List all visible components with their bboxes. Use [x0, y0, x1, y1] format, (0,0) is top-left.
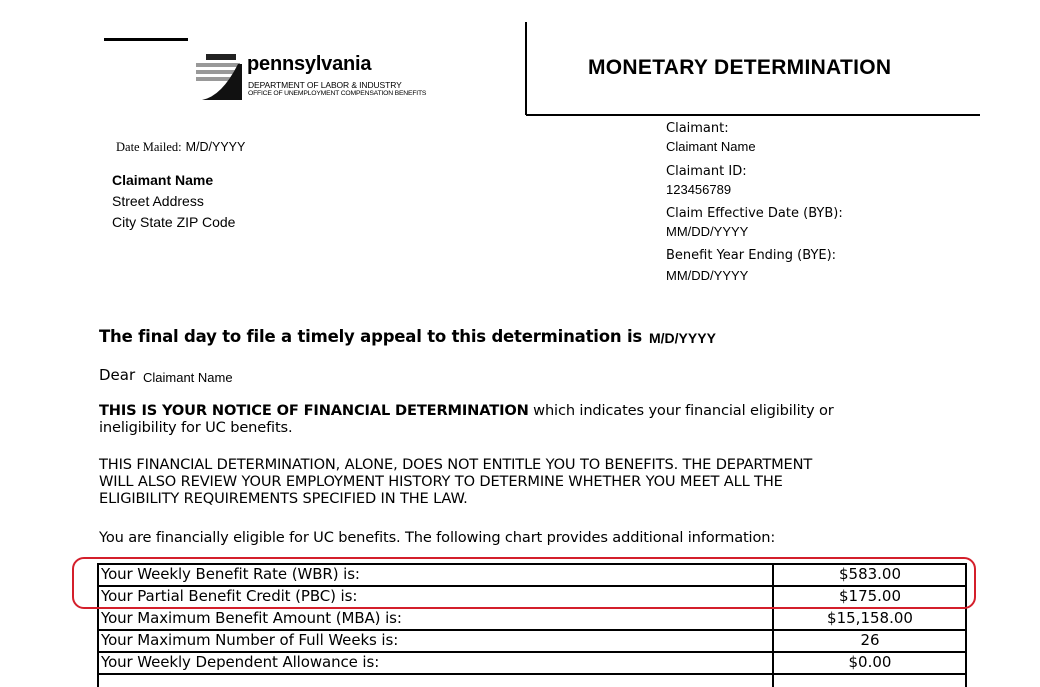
- highlight-annotation: [72, 557, 976, 609]
- header-divider-vertical: [525, 22, 527, 115]
- benefit-label: Your Maximum Number of Full Weeks is:: [101, 631, 399, 649]
- date-mailed-label: Date Mailed:: [116, 140, 182, 154]
- mailing-street: Street Address: [112, 193, 204, 209]
- notice-line-2: ineligibility for UC benefits.: [99, 419, 293, 436]
- table-row: [97, 607, 967, 630]
- benefit-year-ending-label: Benefit Year Ending (BYE):: [666, 248, 837, 263]
- notice-bold: THIS IS YOUR NOTICE OF FINANCIAL DETERMINATION: [99, 402, 529, 419]
- claimant-label: Claimant:: [666, 121, 729, 136]
- table-row: [97, 651, 967, 674]
- pa-logo: [192, 50, 482, 110]
- benefit-value: $15,158.00: [827, 609, 913, 627]
- keystone-logo-icon: [192, 52, 244, 102]
- benefit-value: $0.00: [848, 653, 892, 671]
- claim-effective-label: Claim Effective Date (BYB):: [666, 206, 843, 221]
- benefit-value: 26: [860, 631, 880, 649]
- eligible-text: You are financially eligible for UC benefits. The following chart provides additional information:: [99, 529, 776, 546]
- logo-wordmark: pennsylvania: [247, 53, 372, 75]
- benefit-label: Your Weekly Dependent Allowance is:: [101, 653, 380, 671]
- notice-line-1: [99, 402, 834, 419]
- disclaimer-line-3: ELIGIBILITY REQUIREMENTS SPECIFIED IN THE LAW.: [99, 490, 468, 507]
- claimant-id-label: Claimant ID:: [666, 164, 747, 179]
- logo-department: DEPARTMENT OF LABOR & INDUSTRY: [248, 80, 402, 90]
- table-row: [97, 629, 967, 652]
- benefit-label: Your Partial Benefit Credit (PBC) is:: [101, 587, 358, 605]
- benefit-label: Your Maximum Benefit Amount (MBA) is:: [101, 609, 402, 627]
- disclaimer-line-1: THIS FINANCIAL DETERMINATION, ALONE, DOES NOT ENTITLE YOU TO BENEFITS. THE DEPARTMENT: [99, 456, 813, 473]
- benefit-value: $583.00: [838, 565, 902, 583]
- date-mailed: [116, 139, 245, 155]
- claim-effective-value: MM/DD/YYYY: [666, 224, 749, 239]
- logo-office: OFFICE OF UNEMPLOYMENT COMPENSATION BENEFITS: [248, 90, 427, 97]
- appeal-deadline-date: M/D/YYYY: [649, 330, 716, 346]
- claimant-id-value: 123456789: [666, 182, 732, 197]
- appeal-deadline-text: The final day to file a timely appeal to this determination is: [99, 327, 643, 346]
- top-rule: [104, 38, 188, 41]
- salutation-name: Claimant Name: [143, 370, 233, 385]
- benefit-value: $175.00: [838, 587, 902, 605]
- header-divider-horizontal: [526, 114, 980, 116]
- claimant-value: Claimant Name: [666, 139, 756, 154]
- date-mailed-value: M/D/YYYY: [185, 140, 246, 154]
- mailing-city: City State ZIP Code: [112, 214, 236, 230]
- disclaimer-line-2: WILL ALSO REVIEW YOUR EMPLOYMENT HISTORY TO DETERMINE WHETHER YOU MEET ALL THE: [99, 473, 783, 490]
- benefit-label: Your Weekly Benefit Rate (WBR) is:: [101, 565, 360, 583]
- document-title: MONETARY DETERMINATION: [588, 56, 892, 79]
- salutation-dear: Dear: [99, 366, 136, 384]
- mailing-name: Claimant Name: [112, 172, 214, 188]
- notice-line-1-rest: which indicates your financial eligibility or: [528, 402, 834, 419]
- benefit-year-ending-value: MM/DD/YYYY: [666, 268, 749, 283]
